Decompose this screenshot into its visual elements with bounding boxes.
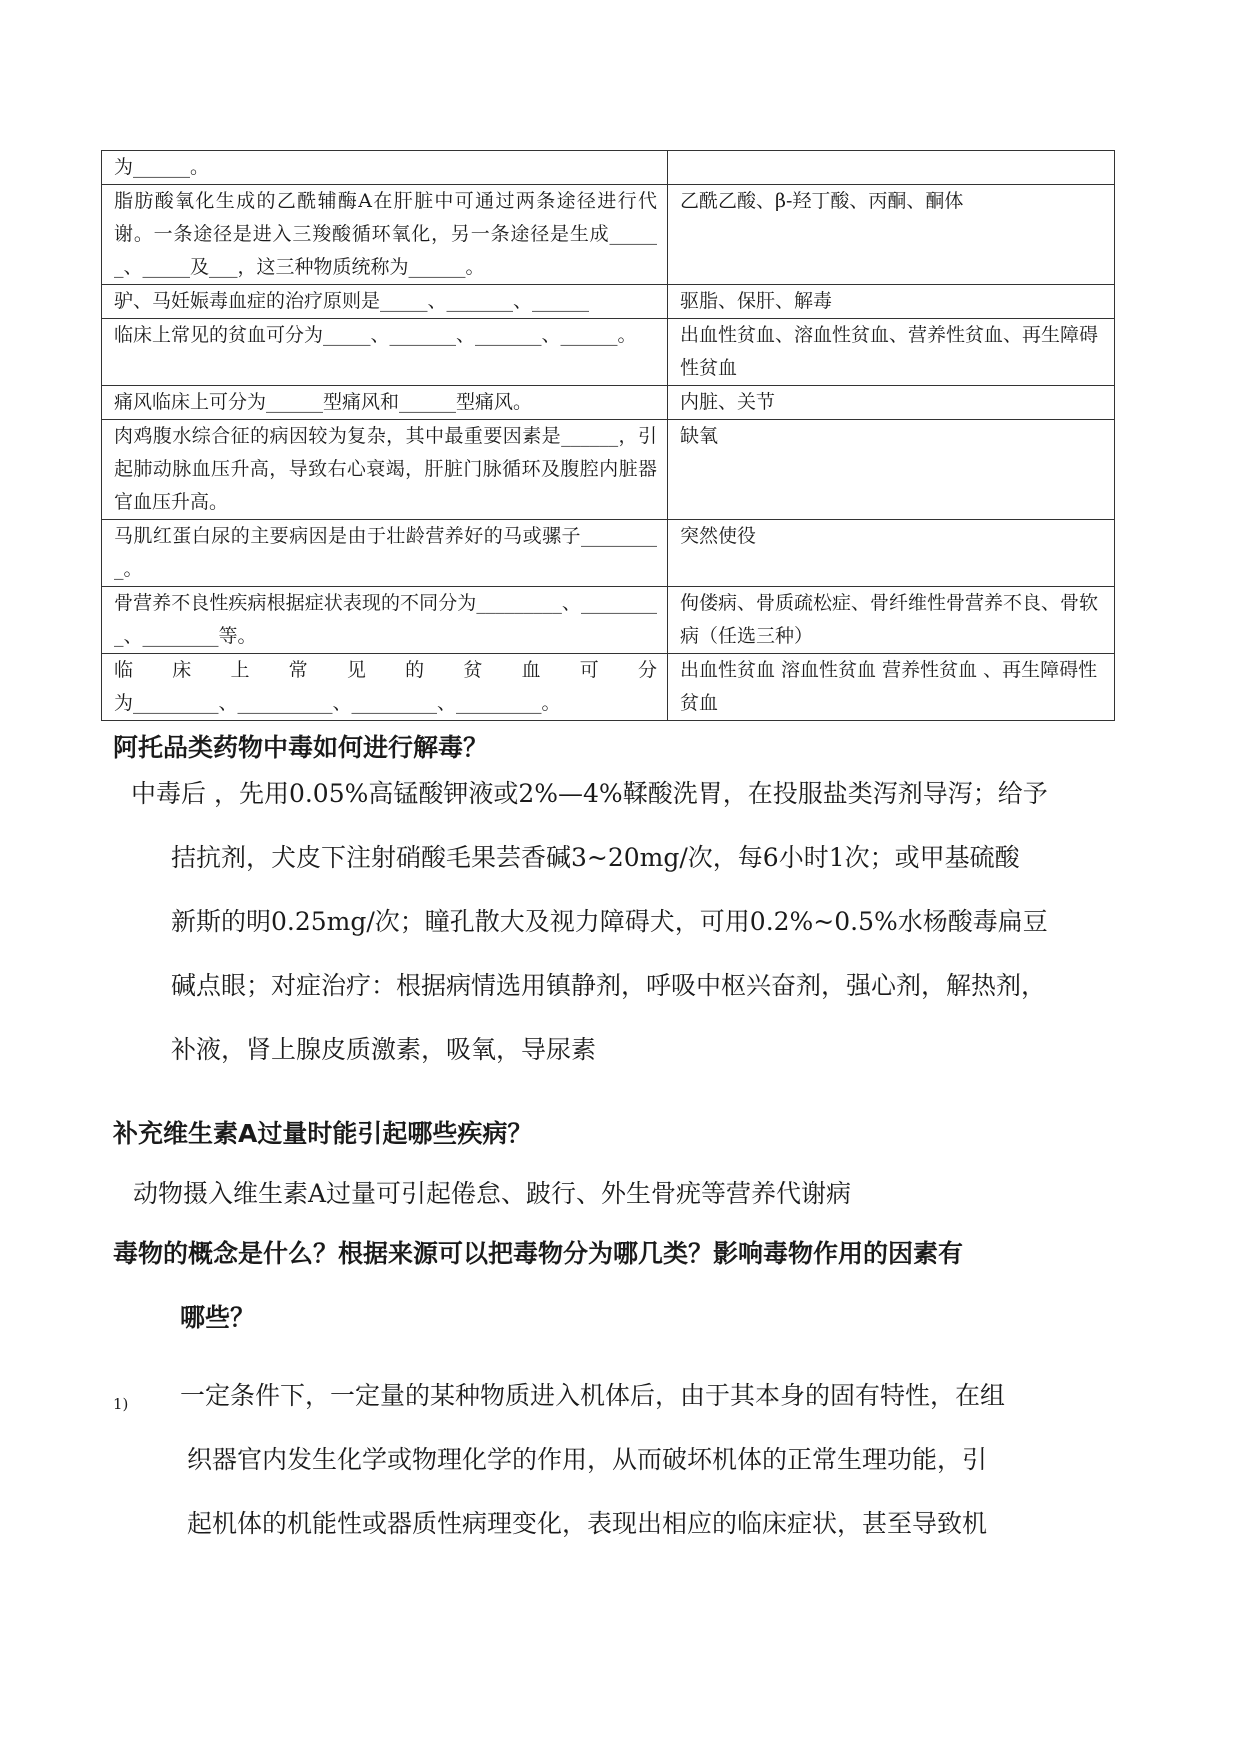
question-cell: 骨营养不良性疾病根据症状表现的不同分为_________、_________、________等。 bbox=[102, 587, 668, 654]
paragraph-line: 碱点眼；对症治疗：根据病情选用镇静剂，呼吸中枢兴奋剂，强心剂，解热剂， bbox=[171, 971, 1047, 1000]
distributed-line: 临 床 上 常 见 的 贫 血 可 分 bbox=[114, 659, 657, 681]
section-heading: 毒物的概念是什么？根据来源可以把毒物分为哪几类？影响毒物作用的因素有 bbox=[113, 1239, 964, 1268]
question-cell: 马肌红蛋白尿的主要病因是由于壮龄营养好的马或骡子_________。 bbox=[102, 520, 668, 587]
table-row bbox=[102, 319, 1115, 386]
question-cell: 脂肪酸氧化生成的乙酰辅酶A在肝脏中可通过两条途径进行代谢。一条途径是进入三羧酸循环氧化，另一条途径是生成______、_____及___，这三种物质统称为______。 bbox=[102, 185, 668, 285]
paragraph-line: 一定条件下，一定量的某种物质进入机体后，由于其本身的固有特性，在组 bbox=[180, 1381, 1006, 1410]
answer-cell: 佝偻病、骨质疏松症、骨纤维性骨营养不良、骨软病（任选三种） bbox=[668, 587, 1115, 654]
question-cell bbox=[102, 654, 668, 721]
table-row bbox=[102, 654, 1115, 721]
question-cell: 临床上常见的贫血可分为_____、_______、_______、______。 bbox=[102, 319, 668, 386]
question-cell: 肉鸡腹水综合征的病因较为复杂，其中最重要因素是______，引起肺动脉血压升高，导致右心衰竭，肝脏门脉循环及腹腔内脏器官血压升高。 bbox=[102, 420, 668, 520]
answer-cell: 内脏、关节 bbox=[668, 386, 1115, 420]
table-row bbox=[102, 587, 1115, 654]
table-row bbox=[102, 285, 1115, 319]
paragraph-line: 补液，肾上腺皮质激素，吸氧，导尿素 bbox=[171, 1035, 597, 1064]
question-line: 为_________、__________、_________、_________。 bbox=[114, 692, 561, 714]
section-heading: 阿托品类药物中毒如何进行解毒？ bbox=[113, 733, 489, 762]
numbered-paragraph bbox=[113, 1364, 1158, 1556]
paragraph-line: 起机体的机能性或器质性病理变化，表现出相应的临床症状，甚至导致机 bbox=[187, 1509, 988, 1538]
table-row bbox=[102, 386, 1115, 420]
paragraph-line: 新斯的明0.25mg/次；瞳孔散大及视力障碍犬，可用0.2%~0.5%水杨酸毒扁豆 bbox=[171, 907, 1048, 936]
table-row bbox=[102, 420, 1115, 520]
question-cell: 痛风临床上可分为______型痛风和______型痛风。 bbox=[102, 386, 668, 420]
section-heading: 补充维生素A过量时能引起哪些疾病？ bbox=[113, 1119, 533, 1148]
qa-table bbox=[101, 150, 1115, 721]
paragraph-line: 拮抗剂，犬皮下注射硝酸毛果芸香碱3~20mg/次，每6小时1次；或甲基硫酸 bbox=[171, 843, 1020, 872]
answer-cell bbox=[668, 151, 1115, 185]
section-heading-continued: 哪些？ bbox=[180, 1303, 256, 1332]
paragraph-line: 织器官内发生化学或物理化学的作用，从而破坏机体的正常生理功能，引 bbox=[187, 1445, 988, 1474]
answer-cell: 突然使役 bbox=[668, 520, 1115, 587]
table-row bbox=[102, 520, 1115, 587]
table-row bbox=[102, 185, 1115, 285]
list-number: 1) bbox=[113, 1395, 129, 1413]
question-cell: 驴、马妊娠毒血症的治疗原则是_____、_______、______ bbox=[102, 285, 668, 319]
answer-paragraph bbox=[131, 762, 1161, 1082]
answer-cell: 缺氧 bbox=[668, 420, 1115, 520]
paragraph-line: 中毒后 ，先用0.05%高锰酸钾液或2%—4%鞣酸洗胃，在投服盐类泻剂导泻；给予 bbox=[131, 779, 1048, 808]
table-row bbox=[102, 151, 1115, 185]
answer-cell: 出血性贫血、溶血性贫血、营养性贫血、再生障碍性贫血 bbox=[668, 319, 1115, 386]
question-cell: 为______。 bbox=[102, 151, 668, 185]
answer-cell: 出血性贫血 溶血性贫血 营养性贫血 、再生障碍性贫血 bbox=[668, 654, 1115, 721]
answer-cell: 乙酰乙酸、β-羟丁酸、丙酮、酮体 bbox=[668, 185, 1115, 285]
answer-cell: 驱脂、保肝、解毒 bbox=[668, 285, 1115, 319]
answer-paragraph: 动物摄入维生素A过量可引起倦怠、跛行、外生骨疣等营养代谢病 bbox=[133, 1179, 852, 1208]
